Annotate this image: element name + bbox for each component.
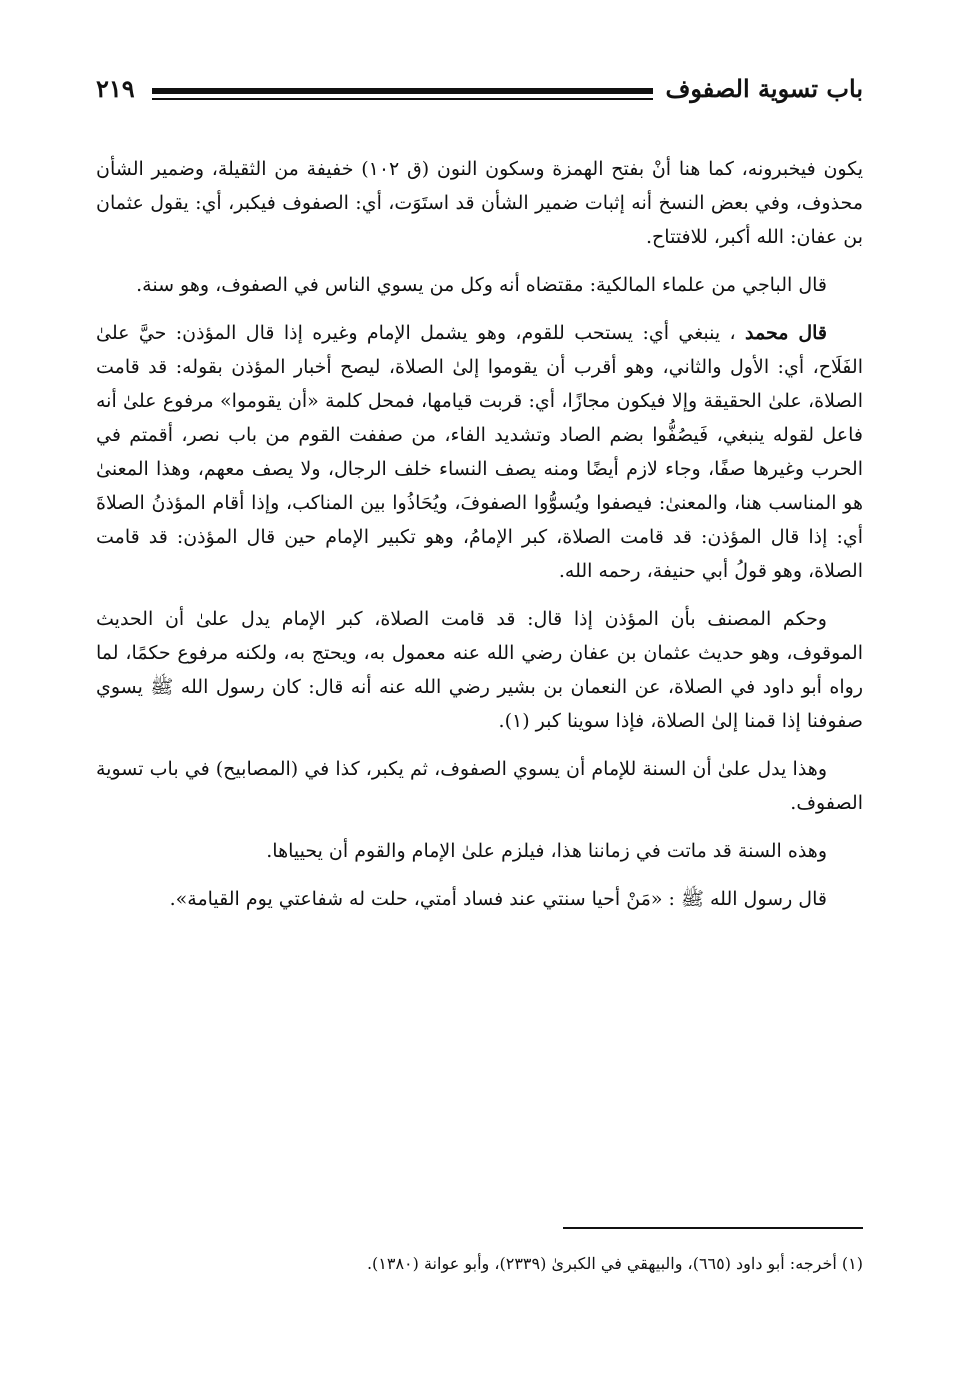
paragraph-5 (96, 752, 863, 820)
main-text (96, 152, 863, 930)
footnote-separator (563, 1227, 863, 1229)
header-rule (152, 88, 653, 104)
paragraph-2-text: قال الباجي من علماء المالكية: مقتضاه أنه وكل من يسوي الناس في الصفوف، وهو سنة. (136, 274, 827, 296)
paragraph-3-text: ، ينبغي أي: يستحب للقوم، وهو يشمل الإمام وغيره إذا قال المؤذن: حيَّ علىٰ الفَلَاح، أي: الأول والثاني، وهو أقرب أن يقوموا إلىٰ الصلاة، ليصح أخبار المؤذن بقوله: قد قامت الصلاة، علىٰ الحقيقة وإلا فيكون مجازًا، أي: قربت قيامها، فمحل كلمة «أن يقوموا» مرفوع علىٰ أنه فاعل لقوله ينبغي، فَيصُفُّوا بضم الصاد وتشديد الفاء، من صففت القوم من باب نصر، أقمتم في الحرب وغيرها صفًا، وجاء لازم أيضًا ومنه يصف النساء خلف الرجال، ولا يصف معهم، وهذا المعنىٰ هو المناسب هنا، والمعنىٰ: فيصفوا ويُسوُّوا الصفوفَ، ويُحَاذُوا بين المناكب، وإذا أقام المؤذنُ الصلاةَ أي: إذا قال المؤذن: قد قامت الصلاة، كبر الإمامُ، وهو تكبير الإمام حين قال المؤذن: قد قامت الصلاة، وهو قولُ أبي حنيفة، رحمه الله. (96, 322, 863, 582)
footnote: (١) أخرجه: أبو داود (٦٦٥)، والبيهقي في الكبرىٰ (٢٣٣٩)، وأبو عوانة (١٣٨٠). (366, 1254, 863, 1273)
paragraph-7 (96, 882, 863, 916)
paragraph-2 (96, 268, 863, 302)
header-rule-thick (152, 88, 653, 94)
paragraph-3-lead: قال محمد (744, 322, 827, 344)
paragraph-1-text: يكون فيخبرونه، كما هنا أنْ بفتح الهمزة وسكون النون (ق ١٠٢) خفيفة من الثقيلة، وضمير الشأن محذوف، وفي بعض النسخ أنه إثبات ضمير الشأن قد استَوَت، أي: الصفوف فيكبر، أي: يقول عثمان بن عفان: الله أكبر، للافتتاح. (96, 158, 863, 248)
paragraph-6 (96, 834, 863, 868)
paragraph-4-text: وحكم المصنف بأن المؤذن إذا قال: قد قامت الصلاة، كبر الإمام يدل علىٰ أن الحديث الموقوف، وهو حديث عثمان بن عفان رضي الله عنه معمول به، ويحتج به، ولكنه مرفوع حكمًا، لما رواه أبو داود في الصلاة، عن النعمان بن بشير رضي الله عنه أنه قال: كان رسول الله ﷺ يسوي صفوفنا إذا قمنا إلىٰ الصلاة، فإذا سوينا كبر (١). (96, 608, 863, 732)
chapter-title: باب تسوية الصفوف (665, 74, 863, 103)
page-header (96, 68, 863, 118)
paragraph-4 (96, 602, 863, 738)
paragraph-7-text: قال رسول الله ﷺ : «مَنْ أحيا سنتي عند فساد أمتي، حلت له شفاعتي يوم القيامة». (169, 888, 827, 910)
paragraph-5-text: وهذا يدل علىٰ أن السنة للإمام أن يسوي الصفوف، ثم يكبر، كذا في (المصابيح) في باب تسوية الصفوف. (96, 758, 863, 814)
paragraph-3 (96, 316, 863, 588)
page-number: ٢١٩ (96, 74, 135, 103)
header-rule-thin (152, 98, 653, 100)
paragraph-1 (96, 152, 863, 254)
paragraph-6-text: وهذه السنة قد ماتت في زماننا هذا، فيلزم علىٰ الإمام والقوم أن يحيياها. (266, 840, 827, 862)
